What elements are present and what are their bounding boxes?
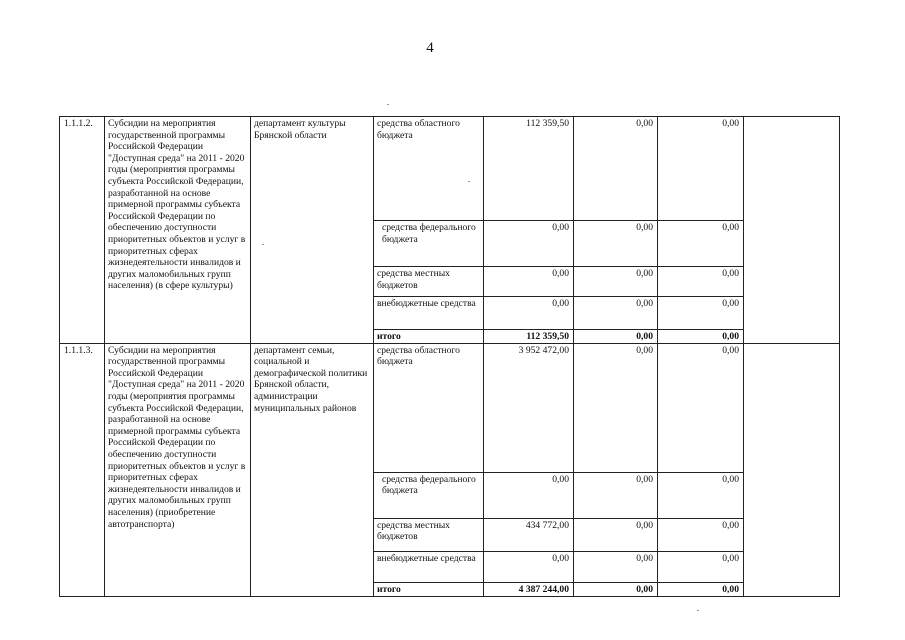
value-cell: 0,00 <box>658 343 744 472</box>
value-cell: 0,00 <box>658 297 744 330</box>
value-cell: 0,00 <box>484 221 574 267</box>
total-value-cell: 0,00 <box>574 582 658 596</box>
value-cell: 0,00 <box>574 518 658 551</box>
total-value-cell: 0,00 <box>574 330 658 344</box>
value-cell: 3 952 472,00 <box>484 343 574 472</box>
value-cell: 0,00 <box>574 551 658 582</box>
value-cell: 0,00 <box>658 117 744 221</box>
funding-source: внебюджетные средства <box>374 297 484 330</box>
budget-table <box>59 116 840 597</box>
row-code: 1.1.1.2. <box>60 117 105 344</box>
value-cell: 0,00 <box>658 472 744 518</box>
row-executor: департамент семьи, социальной и демографической политики Брянской области, администрации муниципальных районов <box>251 343 374 596</box>
page-number: 4 <box>426 40 434 56</box>
funding-source-total: итого <box>374 330 484 344</box>
row-executor: департамент культуры Брянской области <box>251 117 374 344</box>
empty-cell <box>744 343 840 596</box>
funding-source: внебюджетные средства <box>374 551 484 582</box>
value-cell: 0,00 <box>658 267 744 297</box>
value-cell: 0,00 <box>574 221 658 267</box>
value-cell: 434 772,00 <box>484 518 574 551</box>
row-description: Субсидии на мероприятия государственной программы Российской Федерации "Доступная среда" на 2011 - 2020 годы (мероприятия программы субъекта Российской Федерации, разработанной на основе примерной программы субъекта Российской Федерации по обеспечению доступности приоритетных объектов и услуг в приоритетных сферах жизнедеятельности инвалидов и других маломобильных групп населения) (приобретение автотранспорта) <box>105 343 251 596</box>
value-cell: 0,00 <box>574 297 658 330</box>
funding-source-total: итого <box>374 582 484 596</box>
row-code: 1.1.1.3. <box>60 343 105 596</box>
row-description: Субсидии на мероприятия государственной программы Российской Федерации "Доступная среда" на 2011 - 2020 годы (мероприятия программы субъекта Российской Федерации, разработанной на основе примерной программы субъекта Российской Федерации по обеспечению доступности приоритетных объектов и услуг в приоритетных сферах жизнедеятельности инвалидов и других маломобильных групп населения) (в сфере культуры) <box>105 117 251 344</box>
value-cell: 0,00 <box>574 343 658 472</box>
value-cell: 0,00 <box>484 297 574 330</box>
value-cell: 0,00 <box>574 472 658 518</box>
value-cell: 0,00 <box>658 221 744 267</box>
total-value-cell: 0,00 <box>658 330 744 344</box>
table-row <box>60 117 840 221</box>
funding-source: средства областного бюджета <box>374 343 484 472</box>
value-cell: 0,00 <box>658 518 744 551</box>
funding-source: средства местных бюджетов <box>374 518 484 551</box>
total-value-cell: 0,00 <box>658 582 744 596</box>
value-cell: 0,00 <box>574 117 658 221</box>
funding-source: средства федерального бюджета <box>374 472 484 518</box>
value-cell: 112 359,50 <box>484 117 574 221</box>
scan-speck <box>697 610 699 611</box>
total-value-cell: 4 387 244,00 <box>484 582 574 596</box>
funding-source: средства областного бюджета <box>374 117 484 221</box>
value-cell: 0,00 <box>574 267 658 297</box>
empty-cell <box>744 117 840 344</box>
funding-source: средства федерального бюджета <box>374 221 484 267</box>
value-cell: 0,00 <box>658 551 744 582</box>
scan-speck <box>387 104 389 105</box>
value-cell: 0,00 <box>484 267 574 297</box>
funding-source: средства местных бюджетов <box>374 267 484 297</box>
table-row <box>60 343 840 472</box>
value-cell: 0,00 <box>484 551 574 582</box>
total-value-cell: 112 359,50 <box>484 330 574 344</box>
value-cell: 0,00 <box>484 472 574 518</box>
